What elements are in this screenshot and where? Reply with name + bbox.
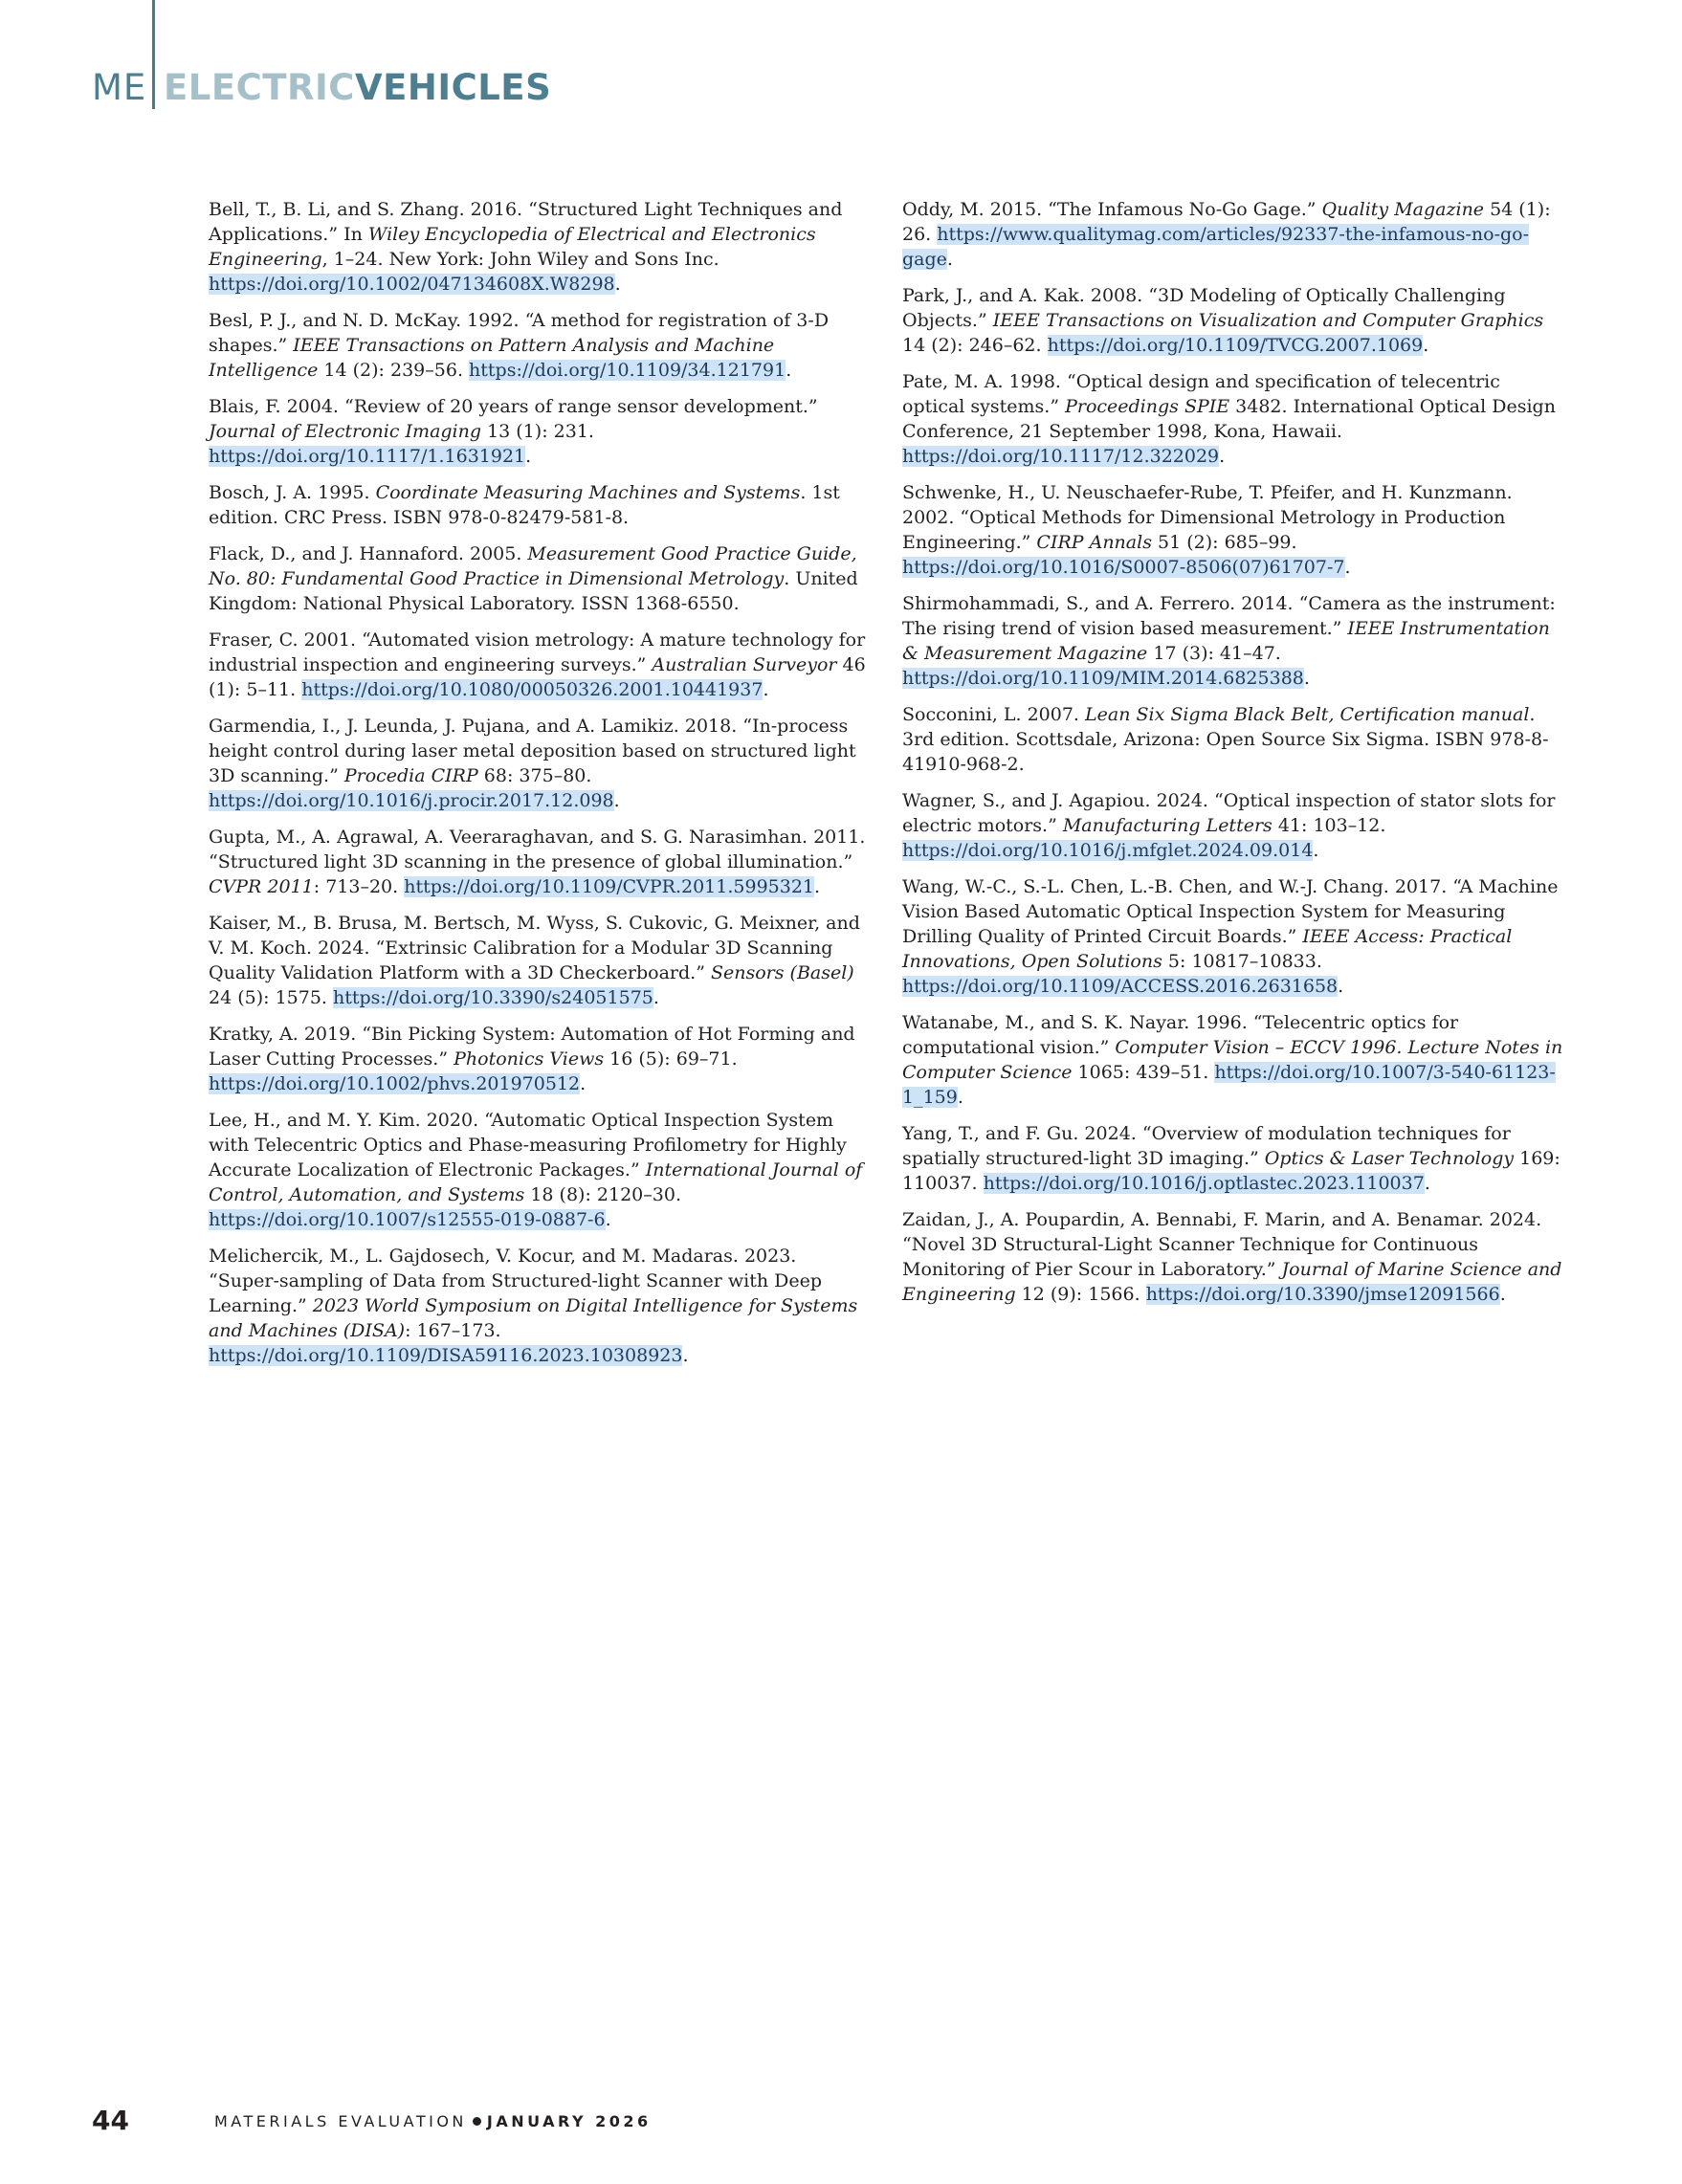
doi-link[interactable]: https://doi.org/10.1016/j.mfglet.2024.09.014 xyxy=(902,840,1314,861)
issue-date: JANUARY 2026 xyxy=(486,2112,652,2130)
section-title-dark: VEHICLES xyxy=(354,67,552,108)
doi-link[interactable]: https://doi.org/10.1117/12.322029 xyxy=(902,446,1220,467)
reference-entry: Bosch, J. A. 1995. Coordinate Measuring Machines and Systems. 1st edition. CRC Press. ISBN 978-0-82479-581-8. xyxy=(209,482,840,528)
doi-link[interactable]: https://doi.org/10.1117/1.1631921 xyxy=(209,446,526,467)
reference-entry: Gupta, M., A. Agrawal, A. Veeraraghavan, and S. G. Narasimhan. 2011. “Structured light 3D scanning in the presence of global illumination.” CVPR 2011: 713–20. https://doi.org/10.1109/CVPR.2011.5995321. xyxy=(209,827,866,897)
doi-link[interactable]: https://doi.org/10.3390/s24051575 xyxy=(333,987,653,1008)
doi-link[interactable]: https://doi.org/10.1002/047134608X.W8298 xyxy=(209,274,615,295)
reference-entry: Oddy, M. 2015. “The Infamous No-Go Gage.” Quality Magazine 54 (1): 26. https://www.qualitymag.com/articles/92337-the-infamous-no-go-gage. xyxy=(902,199,1551,270)
reference-entry: Kaiser, M., B. Brusa, M. Bertsch, M. Wyss, S. Cukovic, G. Meixner, and V. M. Koch. 2024. “Extrinsic Calibration for a Modular 3D Scanning Quality Validation Platform with a 3D Checkerboard.” Sensors (Basel) 24 (5): 1575. https://doi.org/10.3390/s24051575. xyxy=(209,913,860,1008)
reference-entry: Wagner, S., and J. Agapiou. 2024. “Optical inspection of stator slots for electric motors.” Manufacturing Letters 41: 103–12. https://doi.org/10.1016/j.mfglet.2024.09.014. xyxy=(902,790,1556,861)
page-number: 44 xyxy=(92,2105,129,2136)
reference-entry: Bell, T., B. Li, and S. Zhang. 2016. “Structured Light Techniques and Applications.” In Wiley Encyclopedia of Electrical and Electronics Engineering, 1–24. New York: John Wiley and Sons Inc. https://doi.org/10.1002/047134608X.W8298. xyxy=(209,199,843,295)
reference-entry: Flack, D., and J. Hannaford. 2005. Measurement Good Practice Guide, No. 80: Fundamental Good Practice in Dimensional Metrology. United Kingdom: National Physical Laboratory. ISSN 1368-6550. xyxy=(209,543,858,614)
doi-link[interactable]: https://doi.org/10.1016/j.optlastec.2023.110037 xyxy=(983,1173,1425,1194)
section-title-light: ELECTRIC xyxy=(164,67,355,108)
reference-entry: Watanabe, M., and S. K. Nayar. 1996. “Telecentric optics for computational vision.” Computer Vision – ECCV 1996. Lecture Notes in Computer Science 1065: 439–51. https://doi.org/10.1007/3-540-61123-1_159. xyxy=(902,1012,1563,1108)
doi-link[interactable]: https://doi.org/10.1109/34.121791 xyxy=(469,360,786,381)
reference-entry: Pate, M. A. 1998. “Optical design and specification of telecentric optical systems.” Proceedings SPIE 3482. International Optical Design Conference, 21 September 1998, Kona, Hawaii. https://doi.org/10.1117/12.322029. xyxy=(902,371,1556,467)
doi-link[interactable]: https://doi.org/10.1109/TVCG.2007.1069 xyxy=(1047,335,1424,356)
reference-entry: Zaidan, J., A. Poupardin, A. Bennabi, F. Marin, and A. Benamar. 2024. “Novel 3D Structural-Light Scanner Technique for Continuous Monitoring of Pier Scour in Laboratory.” Journal of Marine Science and Engineering 12 (9): 1566. https://doi.org/10.3390/jmse12091566. xyxy=(902,1209,1562,1305)
doi-link[interactable]: https://doi.org/10.1109/DISA59116.2023.10308923 xyxy=(209,1345,683,1366)
footer-publication xyxy=(214,2111,652,2132)
section-prefix: ME xyxy=(92,67,147,108)
doi-link[interactable]: https://doi.org/10.1007/s12555-019-0887-6 xyxy=(209,1209,606,1230)
reference-entry: Yang, T., and F. Gu. 2024. “Overview of modulation techniques for spatially structured-light 3D imaging.” Optics & Laser Technology 169: 110037. https://doi.org/10.1016/j.optlastec.2023.110037. xyxy=(902,1123,1560,1194)
doi-link[interactable]: https://doi.org/10.1080/00050326.2001.10441937 xyxy=(301,679,764,700)
section-title xyxy=(164,67,551,109)
reference-entry: Besl, P. J., and N. D. McKay. 1992. “A method for registration of 3-D shapes.” IEEE Transactions on Pattern Analysis and Machine Intelligence 14 (2): 239–56. https://doi.org/10.1109/34.121791. xyxy=(209,310,830,381)
bullet-dot-icon xyxy=(473,2117,481,2126)
reference-entry: Schwenke, H., U. Neuschaefer-Rube, T. Pfeifer, and H. Kunzmann. 2002. “Optical Methods for Dimensional Metrology in Production Engineering.” CIRP Annals 51 (2): 685–99. https://doi.org/10.1016/S0007-8506(07)61707-7. xyxy=(902,482,1513,578)
doi-link[interactable]: https://doi.org/10.1109/MIM.2014.6825388 xyxy=(902,668,1304,689)
reference-entry: Wang, W.-C., S.-L. Chen, L.-B. Chen, and W.-J. Chang. 2017. “A Machine Vision Based Automatic Optical Inspection System for Measuring Drilling Quality of Printed Circuit Boards.” IEEE Access: Practical Innovations, Open Solutions 5: 10817–10833. https://doi.org/10.1109/ACCESS.2016.2631658. xyxy=(902,876,1559,997)
reference-entry: Fraser, C. 2001. “Automated vision metrology: A mature technology for industrial inspection and engineering surveys.” Australian Surveyor 46 (1): 5–11. https://doi.org/10.1080/00050326.2001.10441937. xyxy=(209,629,866,700)
doi-link[interactable]: https://doi.org/10.1016/S0007-8506(07)61707-7 xyxy=(902,557,1345,578)
doi-link[interactable]: https://doi.org/10.1016/j.procir.2017.12.098 xyxy=(209,790,614,811)
references-column-left xyxy=(209,197,869,1379)
doi-link[interactable]: https://www.qualitymag.com/articles/92337-the-infamous-no-go-gage xyxy=(902,224,1530,270)
reference-entry: Blais, F. 2004. “Review of 20 years of range sensor development.” Journal of Electronic Imaging 13 (1): 231. https://doi.org/10.1117/1.1631921. xyxy=(209,396,818,467)
doi-link[interactable]: https://doi.org/10.1109/CVPR.2011.5995321 xyxy=(404,876,815,897)
header-rule xyxy=(152,0,155,109)
reference-entry: Melichercik, M., L. Gajdosech, V. Kocur, and M. Madaras. 2023. “Super-sampling of Data from Structured-light Scanner with Deep Learning.” 2023 World Symposium on Digital Intelligence for Systems and Machines (DISA): 167–173. https://doi.org/10.1109/DISA59116.2023.10308923. xyxy=(209,1246,858,1366)
reference-entry: Lee, H., and M. Y. Kim. 2020. “Automatic Optical Inspection System with Telecentric Optics and Phase-measuring Profilometry for Highly Accurate Localization of Electronic Packages.” International Journal of Control, Automation, and Systems 18 (8): 2120–30. https://doi.org/10.1007/s12555-019-0887-6. xyxy=(209,1110,863,1230)
reference-entry: Garmendia, I., J. Leunda, J. Pujana, and A. Lamikiz. 2018. “In-process height control during laser metal deposition based on structured light 3D scanning.” Procedia CIRP 68: 375–80. https://doi.org/10.1016/j.procir.2017.12.098. xyxy=(209,716,856,811)
doi-link[interactable]: https://doi.org/10.1109/ACCESS.2016.2631658 xyxy=(902,976,1339,997)
reference-entry: Kratky, A. 2019. “Bin Picking System: Automation of Hot Forming and Laser Cutting Processes.” Photonics Views 16 (5): 69–71. https://doi.org/10.1002/phvs.201970512. xyxy=(209,1024,855,1094)
doi-link[interactable]: https://doi.org/10.1007/3-540-61123-1_159 xyxy=(902,1062,1556,1108)
reference-entry: Socconini, L. 2007. Lean Six Sigma Black Belt, Certification manual. 3rd edition. Scottsdale, Arizona: Open Source Six Sigma. ISBN 978-8-41910-968-2. xyxy=(902,704,1549,775)
publication-name: MATERIALS EVALUATION xyxy=(214,2112,467,2130)
references-column-right xyxy=(902,197,1564,1318)
doi-link[interactable]: https://doi.org/10.3390/jmse12091566 xyxy=(1145,1284,1500,1305)
reference-entry: Park, J., and A. Kak. 2008. “3D Modeling of Optically Challenging Objects.” IEEE Transactions on Visualization and Computer Graphics 14 (2): 246–62. https://doi.org/10.1109/TVCG.2007.1069. xyxy=(902,285,1544,356)
doi-link[interactable]: https://doi.org/10.1002/phvs.201970512 xyxy=(209,1073,581,1094)
reference-entry: Shirmohammadi, S., and A. Ferrero. 2014. “Camera as the instrument: The rising trend of vision based measurement.” IEEE Instrumentation & Measurement Magazine 17 (3): 41–47. https://doi.org/10.1109/MIM.2014.6825388. xyxy=(902,593,1556,689)
